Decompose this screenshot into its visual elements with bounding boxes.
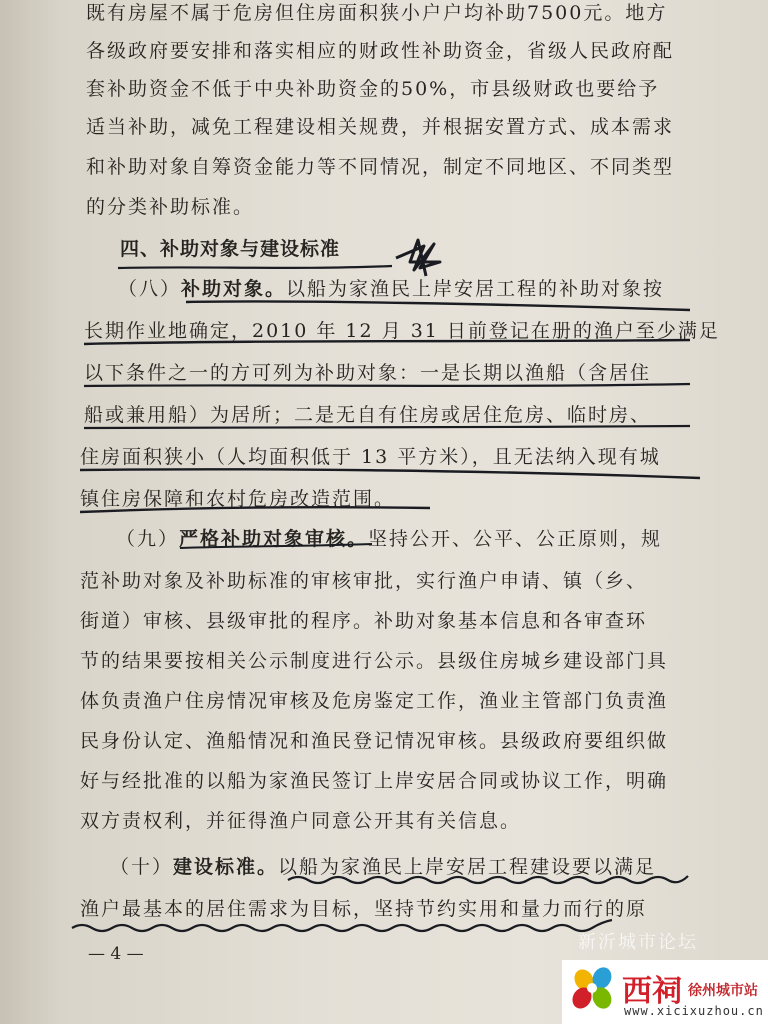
text-line: 住房面积狭小（人均面积低于 13 平方米），且无法纳入现有城: [80, 446, 661, 468]
text-line: 以下条件之一的方可列为补助对象：一是长期以渔船（含居住: [84, 362, 652, 384]
section-heading: 四、补助对象与建设标准: [120, 238, 341, 260]
para10-title: 建设标准。: [173, 856, 279, 878]
text-line: 民身份认定、渔船情况和渔民登记情况审核。县级政府要组织做: [80, 730, 669, 752]
heading-underline: [118, 266, 392, 268]
text-line: 和补助对象自筹资金能力等不同情况，制定不同地区、不同类型: [86, 156, 675, 178]
logo-station-name: 徐州城市站: [688, 983, 758, 999]
text-line: 渔户最基本的居住需求为目标，坚持节约实用和量力而行的原: [80, 898, 648, 920]
text-line: 范补助对象及补助标准的审核审批，实行渔户申请、镇（乡、: [80, 570, 648, 592]
para8-title: 补助对象。: [181, 278, 287, 300]
text-line: 船或兼用船）为居所；二是无自有住房或居住危房、临时房、: [84, 404, 652, 426]
paragraph-9-first-line: [116, 524, 662, 551]
flower-logo-icon: [568, 964, 616, 1018]
para10-label: （十）: [110, 856, 174, 878]
para10-text: 以船为家渔民上岸安居工程建设要以满足: [278, 856, 657, 878]
text-line: 好与经批准的以船为家渔民签订上岸安居合同或协议工作，明确: [80, 770, 669, 792]
text-line: 镇住房保障和农村危房改造范围。: [80, 488, 396, 510]
star-doodle: [396, 240, 440, 276]
para9-text: 坚持公开、公平、公正原则，规: [368, 528, 663, 550]
logo-chinese-name: 西祠: [622, 974, 682, 1009]
text-line: 双方责权利，并征得渔户同意公开其有关信息。: [80, 810, 522, 832]
watermark-text: 新沂城市论坛: [578, 932, 698, 953]
para8-text: 以船为家渔民上岸安居工程的补助对象按: [286, 278, 665, 300]
text-line: 街道）审核、县级审批的程序。补助对象基本信息和各审查环: [80, 610, 648, 632]
text-line: 套补助资金不低于中央补助资金的50%，市县级财政也要给予: [86, 78, 660, 100]
page-number: — 4 —: [88, 944, 144, 964]
text-line: 体负责渔户住房情况审核及危房鉴定工作，渔业主管部门负责渔: [80, 690, 669, 712]
paragraph-8-first-line: [118, 274, 664, 301]
text-line: 的分类补助标准。: [86, 196, 255, 218]
logo-url: www.xicixuzhou.cn: [624, 1004, 764, 1018]
para9-title: 严格补助对象审核。: [179, 528, 369, 550]
text-line: 节的结果要按相关公示制度进行公示。县级住房城乡建设部门具: [80, 650, 669, 672]
text-line: 长期作业地确定，2010 年 12 月 31 日前登记在册的渔户至少满足: [84, 320, 720, 342]
site-logo: [562, 960, 768, 1024]
para8-label: （八）: [118, 278, 182, 300]
text-line: 既有房屋不属于危房但住房面积狭小户户均补助7500元。地方: [86, 2, 668, 24]
text-line: 各级政府要安排和落实相应的财政性补助资金，省级人民政府配: [86, 40, 675, 62]
paragraph-10-first-line: [110, 852, 656, 879]
para9-label: （九）: [116, 528, 180, 550]
text-line: 适当补助，减免工程建设相关规费，并根据安置方式、成本需求: [86, 116, 675, 138]
